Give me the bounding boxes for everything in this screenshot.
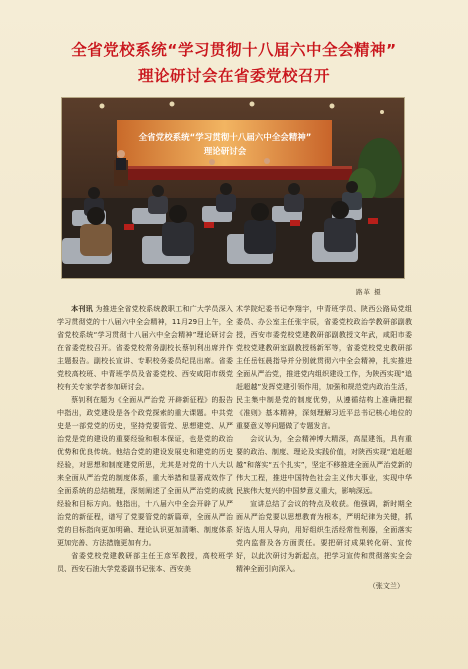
paragraph [57,302,233,393]
article-column-right [236,302,412,592]
paragraph: 宣讲总结了会议的特点及收获。他强调，新时期全面从严治党要以思想教育为根本，严明纪律为关键，抓好选人用人导向，用好组织生活经常性利器，全面落实党内监督及各方面责任。要把研讨成果转化研、宣传好，以此次研讨为新起点，把学习宣传和贯彻落实全会精神全面引向深入。 [236,499,412,573]
paragraph: 术学院纪委书记李翔宇，中青班学员、陕西公路局党组委员、办公室主任张宇辰，省委党校政治学教研部副教授，西安市委党校党建教研部副教授文年武，咸阳市委党校党建教研室副教授杨新军等，省委党校党史教研部主任岳钰晨指导并分别就贯彻六中全会精神，扎实推进全面从严治党，推进党内组织建设工作，为陕西实现“追赶超越”发挥党建引领作用，加强和规范党内政治生活，民主集中制是党的制度优势，从遵循结构上准确把握《准则》基本精神，深刻理解习近平总书记核心地位的重要意义等问题做了专题发言。 [236,304,412,430]
paragraph: 省委党校党建教研部主任王彦军教授，高校班学员、西安石油大学党委副书记张本、西安美 [57,551,233,573]
photo-banner-line-2: 理论研讨会 [203,147,247,157]
conference-photo [62,98,404,278]
headline-line-1: 全省党校系统“学习贯彻十八届六中全会精神” [71,41,397,59]
paragraph: 蔡钊利在题为《全面从严治党 开辟新征程》的报告中指出，政党建设是各个政党探索的重大课题。中共党史是一部党党的历史，坚持党要管党、思想建党、从严治党是党的建设的重要经验和根本保证，也是党的政治优势和优良传统。他结合党的建设发展史和建党的历史经验，对思想和制度建党所思，尤其是对党的十八大以来全面从严治党的制度体系，重大举措和显著成效作了全面系统的总结梳理，深刻阐述了全面从严治党的成就经验和目标方向。他指出，十八届六中全会开辟了从严治党的新征程，谱写了党要管党的新篇章，全面从严治党的目标指向更加明确、理论认识更加清晰、制度体系更加完善、方法措施更加有力。 [57,395,233,547]
lead-label: 本刊讯 [71,304,93,313]
article-column-left [57,302,233,575]
photo-credit: 路革 摄 [356,288,382,296]
photo-banner-line-1: 全省党校系统“学习贯彻十八届六中全会精神” [138,133,312,143]
paragraph-text: 为推进全省党校系统教职工和广大学员深入学习贯彻党的十八届六中全会精神，11月29日上午，全省党校系统“学习贯彻十八届六中全会精神”理论研讨会在省委党校召开。省委党校常务副校长蔡钊利出席并作主题报告。副校长宣讲、专职校务委员纪昆出席。省委党校高校班、中青班学员及省委党校、西安咸阳市级党校有关专家学者参加研讨会。 [57,304,233,391]
paragraph: 会议认为，全会精神博大精深，高屋建瓴，具有重要的政治、制度、理论及实践价值，对陕西实现“追赶超越”和落实“五个扎实”，坚定不移推进全面从严治党新的伟大工程，推进中国特色社会主义伟大事业，实现中华民族伟大复兴的中国梦意义重大，影响深远。 [236,434,412,495]
headline-line-2: 理论研讨会在省委党校召开 [137,67,330,85]
author-signature: （张文兰） [368,581,404,590]
